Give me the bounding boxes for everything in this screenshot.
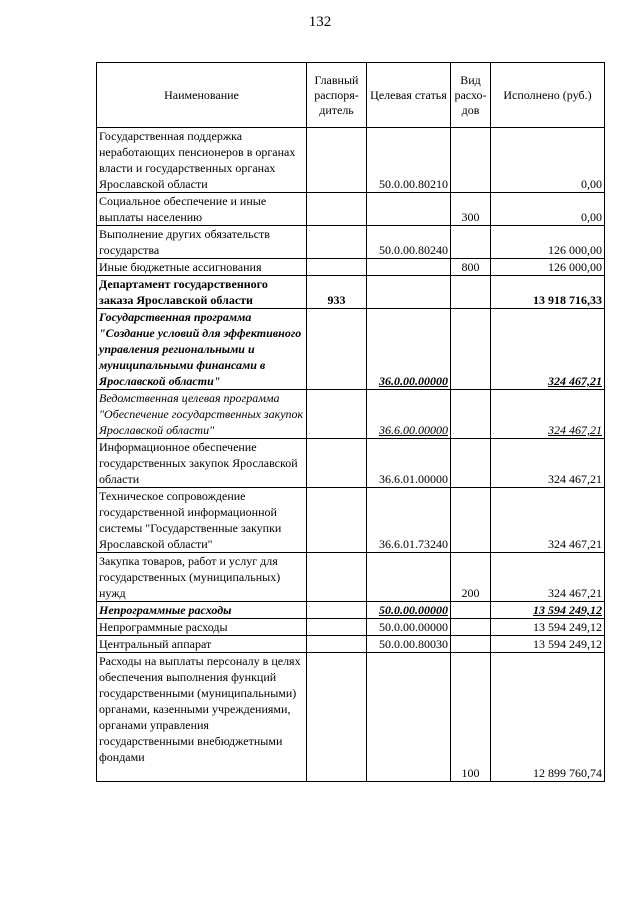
- row-code: [367, 276, 451, 309]
- row-type: [451, 276, 491, 309]
- table-row: [97, 390, 605, 439]
- row-code: 36.6.00.00000: [367, 390, 451, 439]
- table-row: [97, 128, 605, 193]
- table-row: [97, 602, 605, 619]
- row-type: [451, 602, 491, 619]
- row-type: [451, 128, 491, 193]
- row-grbs: [307, 439, 367, 488]
- row-amount: 0,00: [491, 128, 605, 193]
- table-header-row: [97, 63, 605, 128]
- row-grbs: [307, 602, 367, 619]
- row-name: Непрограммные расходы: [97, 602, 307, 619]
- row-type: [451, 488, 491, 553]
- row-type: 800: [451, 259, 491, 276]
- row-grbs: [307, 619, 367, 636]
- row-name: Непрограммные расходы: [97, 619, 307, 636]
- row-amount: 13 918 716,33: [491, 276, 605, 309]
- table-row: [97, 309, 605, 390]
- table-row: [97, 439, 605, 488]
- row-amount: 126 000,00: [491, 226, 605, 259]
- table-row: [97, 226, 605, 259]
- row-grbs: [307, 309, 367, 390]
- row-amount: 324 467,21: [491, 488, 605, 553]
- row-amount: 13 594 249,12: [491, 619, 605, 636]
- table-row: [97, 259, 605, 276]
- row-type: 300: [451, 193, 491, 226]
- row-name: Ведомственная целевая программа "Обеспечение государственных закупок Ярославской области": [97, 390, 307, 439]
- table-row: [97, 653, 605, 782]
- row-name: Закупка товаров, работ и услуг для государственных (муниципальных) нужд: [97, 553, 307, 602]
- header-name: Наименование: [97, 63, 307, 128]
- table-row: [97, 553, 605, 602]
- row-amount: 324 467,21: [491, 390, 605, 439]
- table-row: [97, 488, 605, 553]
- table-row: [97, 276, 605, 309]
- row-type: [451, 636, 491, 653]
- row-name: Выполнение других обязательств государства: [97, 226, 307, 259]
- row-type: [451, 390, 491, 439]
- row-name: Техническое сопровождение государственной информационной системы "Государственные закупки Ярославской области": [97, 488, 307, 553]
- row-amount: 13 594 249,12: [491, 602, 605, 619]
- row-grbs: [307, 390, 367, 439]
- row-code: 36.0.00.00000: [367, 309, 451, 390]
- row-code: 36.6.01.73240: [367, 488, 451, 553]
- header-amount: Исполнено (руб.): [491, 63, 605, 128]
- row-code: 50.0.00.80210: [367, 128, 451, 193]
- row-type: [451, 439, 491, 488]
- table-row: [97, 619, 605, 636]
- row-name: Социальное обеспечение и иные выплаты населению: [97, 193, 307, 226]
- table-row: [97, 193, 605, 226]
- header-type: Вид расхо-дов: [451, 63, 491, 128]
- row-name: Информационное обеспечение государственных закупок Ярославской области: [97, 439, 307, 488]
- row-grbs: [307, 636, 367, 653]
- row-amount: 324 467,21: [491, 309, 605, 390]
- row-amount: 324 467,21: [491, 439, 605, 488]
- row-grbs: [307, 226, 367, 259]
- row-type: [451, 226, 491, 259]
- row-code: 36.6.01.00000: [367, 439, 451, 488]
- row-grbs: 933: [307, 276, 367, 309]
- row-type: [451, 309, 491, 390]
- row-code: [367, 193, 451, 226]
- row-code: [367, 553, 451, 602]
- row-type: 200: [451, 553, 491, 602]
- row-code: 50.0.00.00000: [367, 619, 451, 636]
- row-code: 50.0.00.80030: [367, 636, 451, 653]
- row-code: [367, 259, 451, 276]
- row-name: Государственная поддержка неработающих пенсионеров в органах власти и государственных органах Ярославской области: [97, 128, 307, 193]
- row-grbs: [307, 488, 367, 553]
- row-name: Государственная программа "Создание условий для эффективного управления региональными и муниципальными финансами в Ярославской области": [97, 309, 307, 390]
- row-amount: 0,00: [491, 193, 605, 226]
- row-grbs: [307, 259, 367, 276]
- header-grbs: Главный распоря-дитель: [307, 63, 367, 128]
- row-type: [451, 619, 491, 636]
- page-number: 132: [308, 14, 332, 30]
- header-code: Целевая статья: [367, 63, 451, 128]
- row-code: [367, 653, 451, 782]
- row-type: 100: [451, 653, 491, 782]
- row-amount: 12 899 760,74: [491, 653, 605, 782]
- row-code: 50.0.00.80240: [367, 226, 451, 259]
- row-grbs: [307, 193, 367, 226]
- row-grbs: [307, 653, 367, 782]
- row-name: Расходы на выплаты персоналу в целях обеспечения выполнения функций государственными (муниципальными) органами, казенными учреждениями, органами управления государственными внебюджетными фондами: [97, 653, 307, 782]
- row-amount: 324 467,21: [491, 553, 605, 602]
- row-name: Департамент государственного заказа Ярославской области: [97, 276, 307, 309]
- row-grbs: [307, 553, 367, 602]
- row-amount: 13 594 249,12: [491, 636, 605, 653]
- row-name: Иные бюджетные ассигнования: [97, 259, 307, 276]
- budget-table: [96, 62, 605, 782]
- table-row: [97, 636, 605, 653]
- row-amount: 126 000,00: [491, 259, 605, 276]
- row-name: Центральный аппарат: [97, 636, 307, 653]
- row-code: 50.0.00.00000: [367, 602, 451, 619]
- row-grbs: [307, 128, 367, 193]
